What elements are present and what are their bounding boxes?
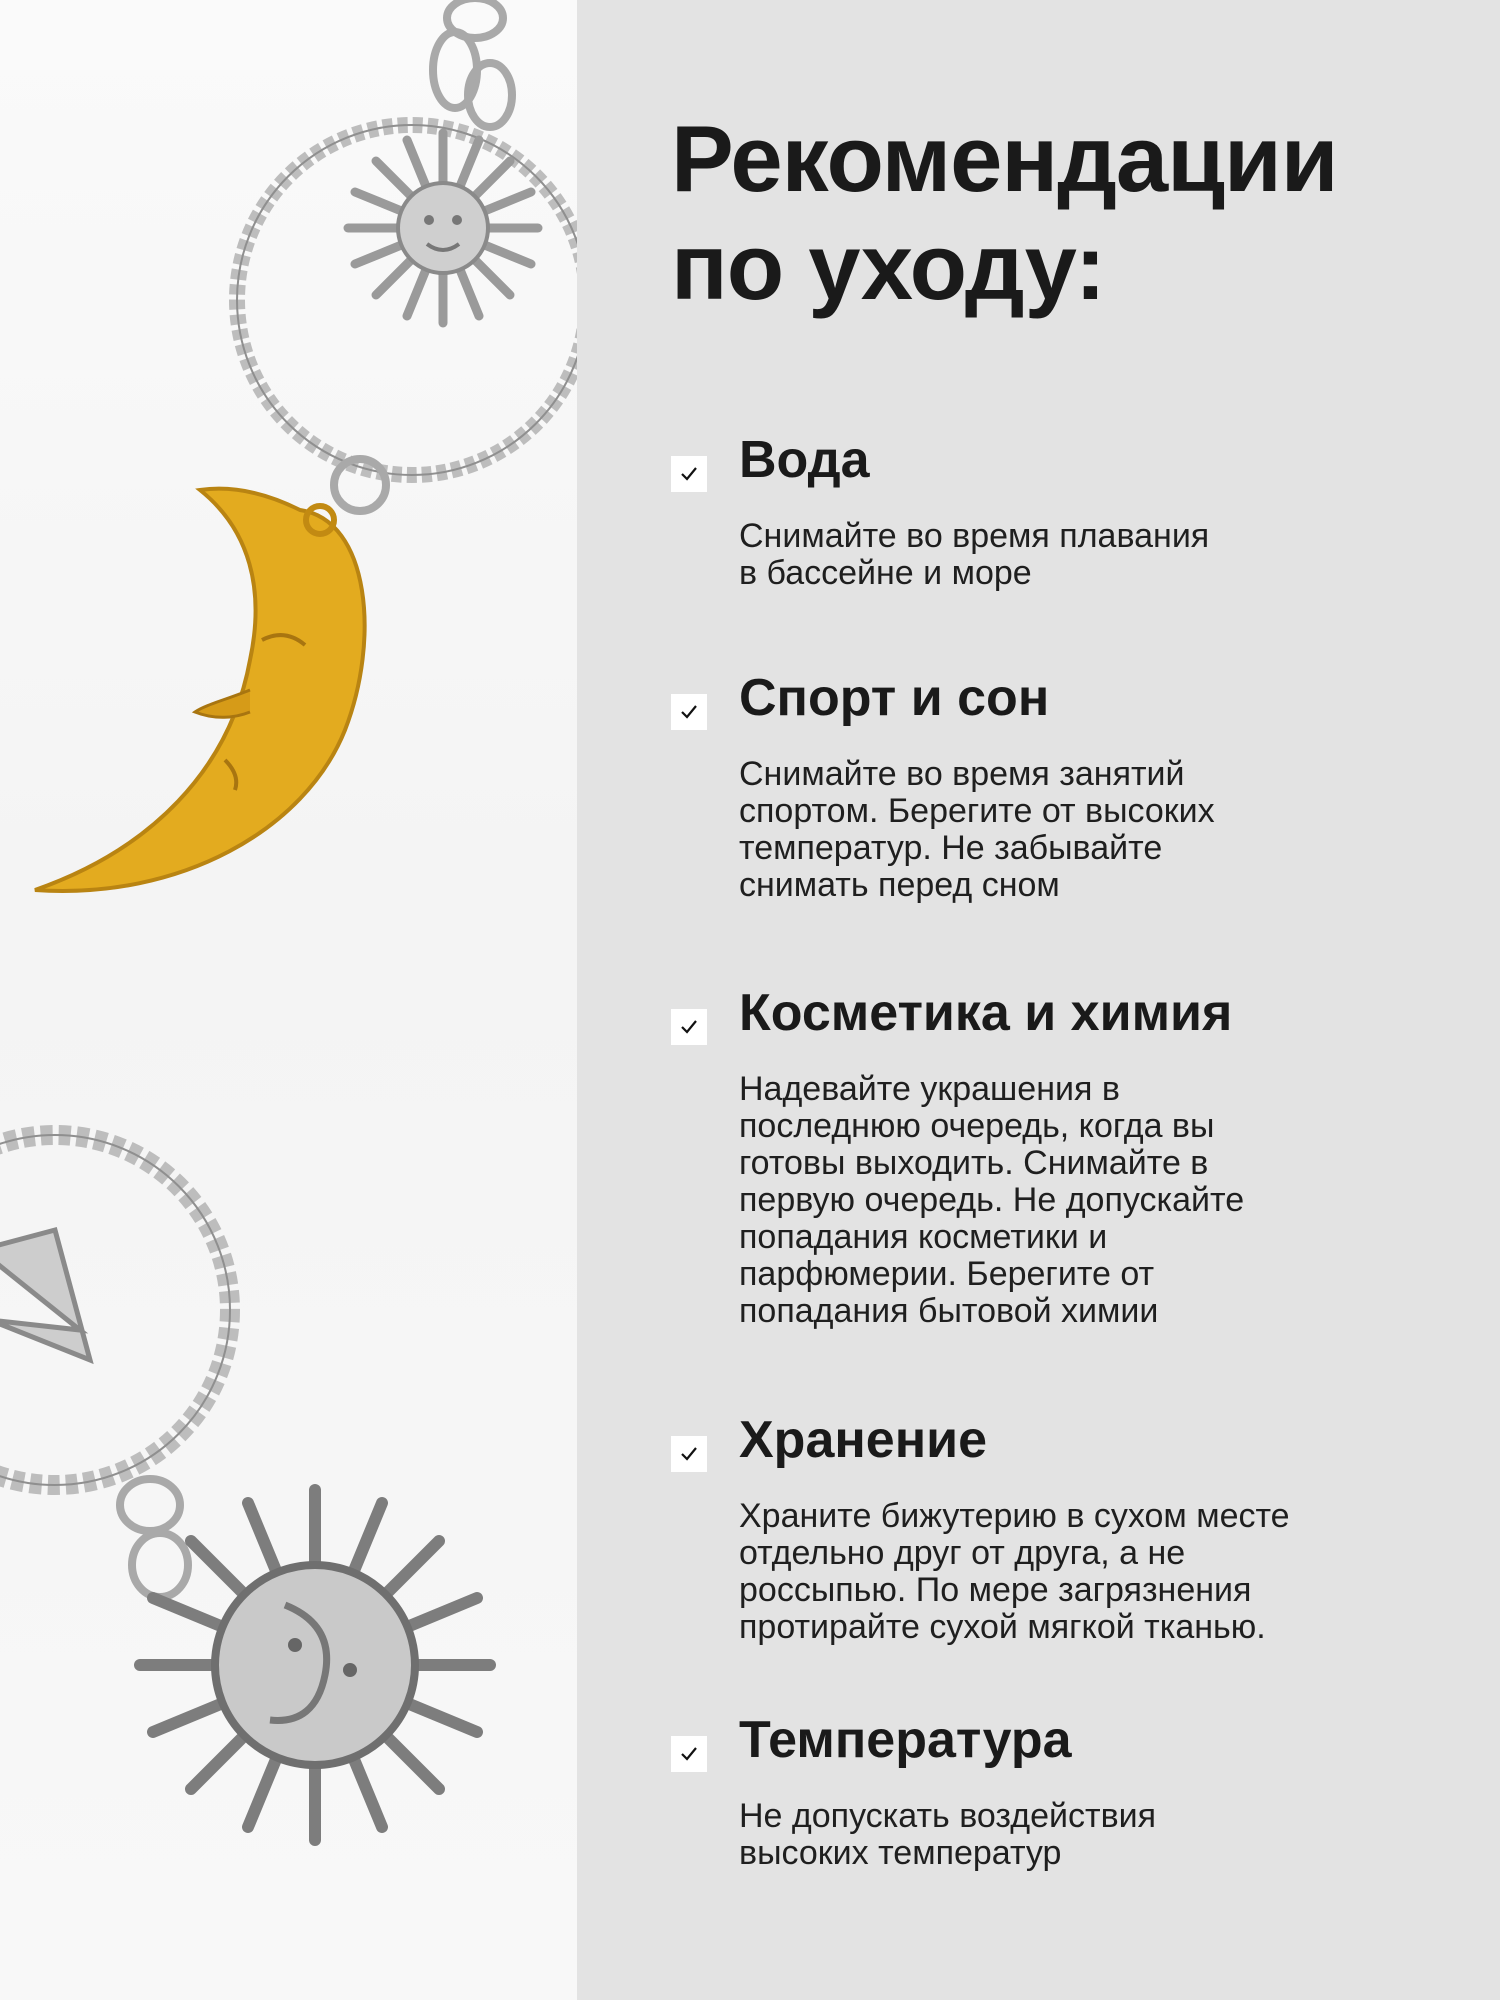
sun-charm-icon xyxy=(348,133,538,323)
care-item-heading: Спорт и сон xyxy=(739,669,1050,727)
care-item-description: Снимайте во время плавания в бассейне и море xyxy=(739,517,1210,592)
moon-charm-icon xyxy=(35,489,365,891)
care-item-description: Снимайте во время занятий спортом. Берегите от высоких температур. Не забывайте снимать перед сном xyxy=(739,755,1215,904)
care-item-heading: Хранение xyxy=(739,1411,987,1469)
checkbox-icon xyxy=(671,694,707,730)
care-item-heading: Температура xyxy=(739,1711,1072,1769)
checkbox-icon xyxy=(671,1736,707,1772)
checkbox-icon xyxy=(671,1436,707,1472)
checkbox-icon xyxy=(671,456,707,492)
chain-links-icon xyxy=(433,0,512,127)
sun-pendant-icon xyxy=(140,1490,490,1840)
care-panel xyxy=(577,0,1500,2000)
care-item-heading: Вода xyxy=(739,431,870,489)
jewelry-photo xyxy=(0,0,577,2000)
care-item-heading: Косметика и химия xyxy=(739,984,1233,1042)
care-item-description: Не допускать воздействия высоких температур xyxy=(739,1797,1157,1872)
checkbox-icon xyxy=(671,1009,707,1045)
care-item-description: Надевайте украшения в последнюю очередь, когда вы готовы выходить. Снимайте в первую очередь. Не допускайте попадания косметики и парфюмерии. Берегите от попадания бытовой химии xyxy=(739,1070,1245,1330)
care-item-description: Храните бижутерию в сухом месте отдельно друг от друга, а не россыпью. По мере загрязнения протирайте сухой мягкой тканью. xyxy=(739,1497,1290,1646)
page-title: Рекомендации по уходу: xyxy=(671,106,1338,319)
hoop-ring-icon xyxy=(0,1135,230,1485)
star-charm-icon xyxy=(0,1230,90,1360)
